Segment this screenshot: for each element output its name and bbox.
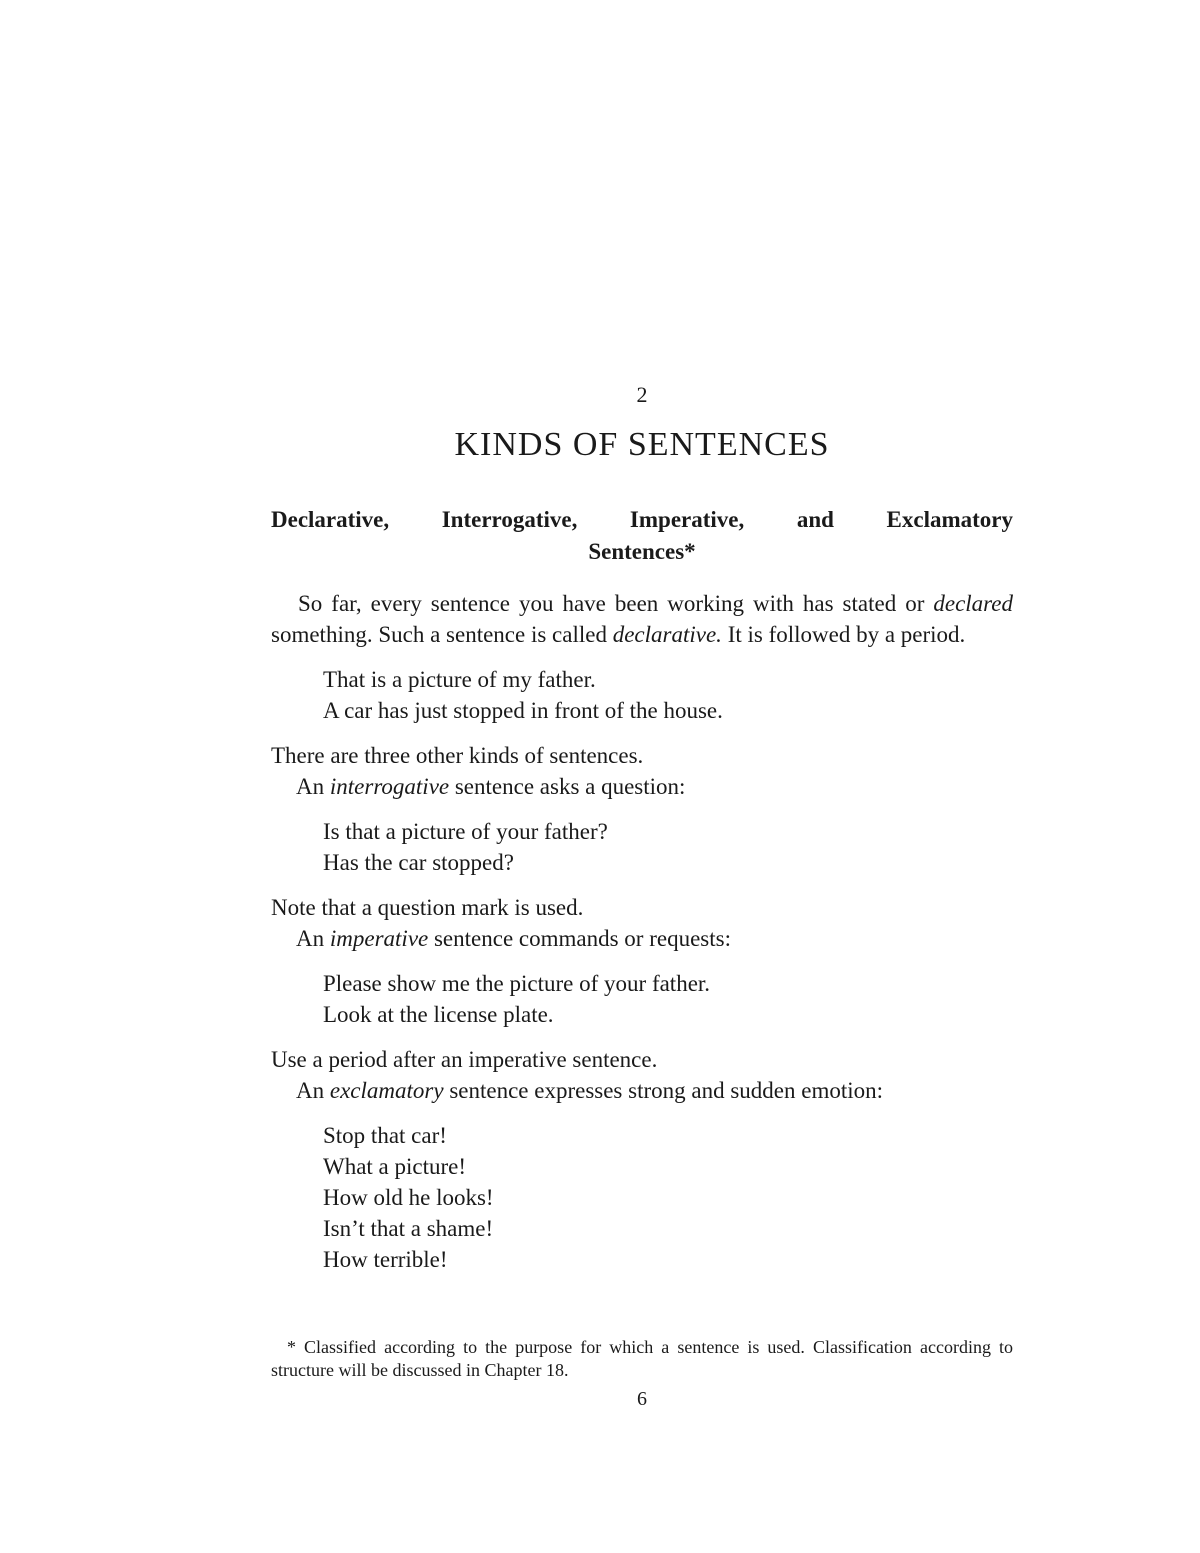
- body-text: [271, 588, 1013, 1289]
- imperative-note: Use a period after an imperative sentence.: [271, 1047, 658, 1072]
- exclamatory-examples: [323, 1120, 1013, 1275]
- page-number: 6: [637, 1388, 647, 1410]
- interrogative-examples: [323, 816, 1013, 878]
- footnote: [271, 1336, 1013, 1382]
- book-page: [271, 0, 1013, 1553]
- imperative-definition: An imperative sentence commands or requests:: [296, 926, 731, 951]
- example-sentence: Is that a picture of your father?: [323, 819, 608, 844]
- chapter-title: KINDS OF SENTENCES: [454, 426, 830, 463]
- section-heading-line1: Declarative, Interrogative, Imperative, and Exclamatory: [271, 507, 1013, 532]
- example-sentence: Has the car stopped?: [323, 850, 514, 875]
- chapter-number: 2: [636, 382, 648, 407]
- example-sentence: Stop that car!: [323, 1123, 447, 1148]
- section-heading: [271, 504, 1013, 568]
- example-sentence: That is a picture of my father.: [323, 667, 596, 692]
- question-note: Note that a question mark is used.: [271, 895, 584, 920]
- exclamatory-term: exclamatory: [329, 1078, 444, 1103]
- declarative-term: declarative.: [612, 622, 722, 647]
- example-sentence: A car has just stopped in front of the house.: [323, 698, 723, 723]
- declared-term: declared: [933, 591, 1013, 616]
- interrogative-definition: An interrogative sentence asks a question:: [296, 774, 686, 799]
- footnote-text: * Classified according to the purpose for which a sentence is used. Classification according to structure will be discussed in Chapter 18.: [271, 1337, 1013, 1380]
- example-sentence: Look at the license plate.: [323, 1002, 554, 1027]
- example-sentence: Please show me the picture of your father.: [323, 971, 711, 996]
- example-sentence: What a picture!: [323, 1154, 467, 1179]
- section-heading-line2: Sentences*: [588, 539, 696, 564]
- intro-paragraph: So far, every sentence you have been working with has stated or declared something. Such a sentence is called declarative. It is followed by a period.: [271, 591, 1013, 647]
- other-kinds-line: There are three other kinds of sentences.: [271, 743, 644, 768]
- example-sentence: Isn’t that a shame!: [323, 1216, 494, 1241]
- imperative-term: imperative: [329, 926, 429, 951]
- imperative-examples: [323, 968, 1013, 1030]
- example-sentence: How terrible!: [323, 1247, 448, 1272]
- example-sentence: How old he looks!: [323, 1185, 494, 1210]
- exclamatory-definition: An exclamatory sentence expresses strong and sudden emotion:: [296, 1078, 884, 1103]
- interrogative-term: interrogative: [329, 774, 450, 799]
- declarative-examples: [323, 664, 1013, 726]
